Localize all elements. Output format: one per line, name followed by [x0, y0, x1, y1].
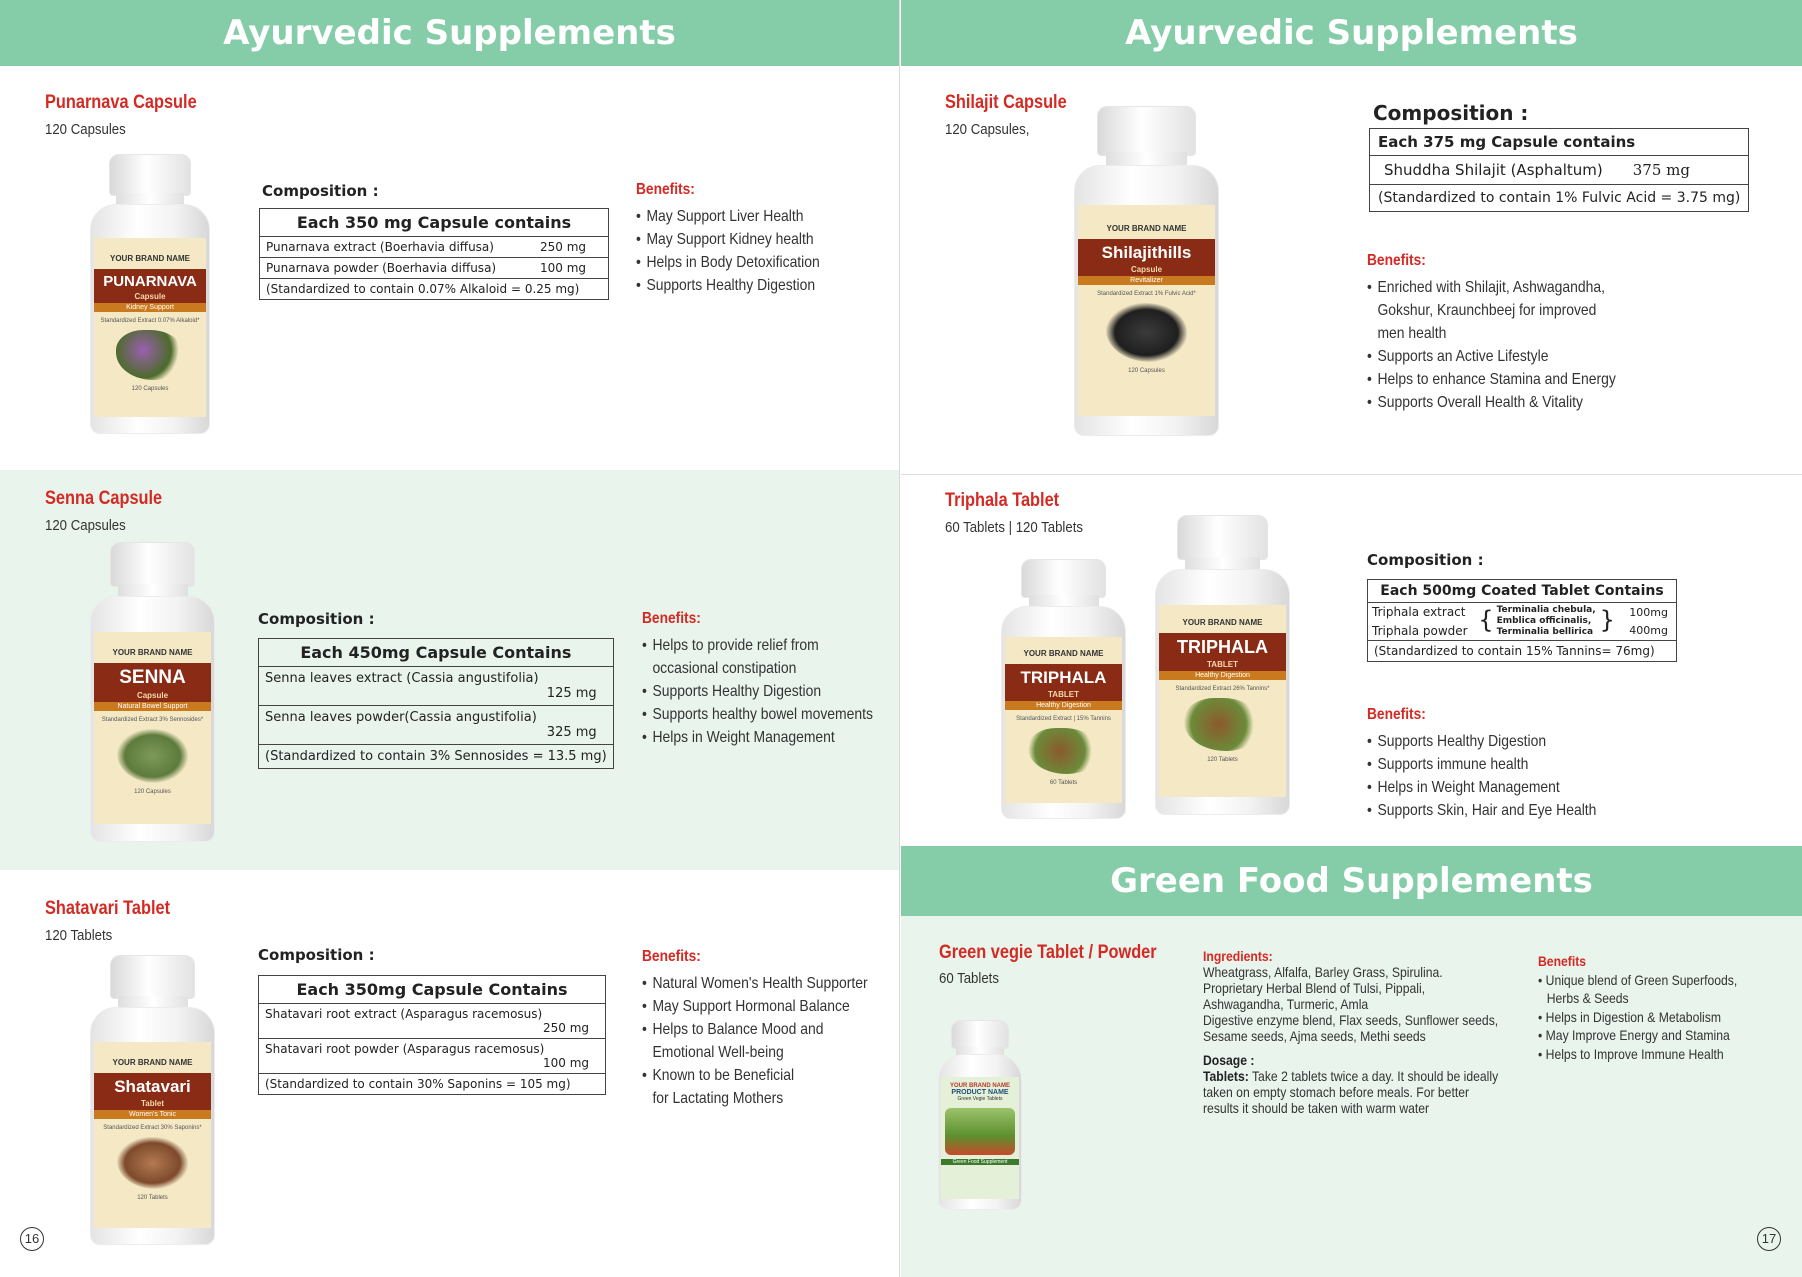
herb-image: [117, 729, 188, 783]
table-row-qty: 100mg: [1621, 603, 1677, 622]
composition-table: [258, 638, 614, 769]
benefit-item: • Unique blend of Green Superfoods,: [1538, 971, 1738, 988]
herb-list: { } Terminalia chebula, Emblica officinalis, Terminalia bellirica: [1472, 603, 1621, 641]
benefits: [1538, 952, 1747, 1063]
product-count: 120 Capsules,: [945, 121, 1030, 138]
product-count: 120 Capsules: [45, 517, 126, 534]
bottle-count: 120 Capsules: [1128, 368, 1165, 375]
bottle-std: Standardized Extract 0.07% Alkaloid*: [100, 317, 200, 324]
bottle-type: Capsule: [94, 691, 212, 702]
bottle-tag: Women's Tonic: [94, 1110, 212, 1119]
benefit-item: • Supports Healthy Digestion: [642, 683, 822, 700]
benefits-title: Benefits: [1538, 953, 1587, 969]
benefit-item: for Lactating Mothers: [652, 1090, 784, 1107]
product-count: 120 Capsules: [45, 121, 126, 138]
shilajit-image: [1106, 303, 1188, 362]
table-row: Shatavari root powder (Asparagus racemosus) 100 mg: [259, 1039, 606, 1074]
bottle-tag: Healthy Digestion: [1005, 701, 1123, 710]
page-number: 17: [1757, 1227, 1781, 1251]
bottle-type: TABLET: [1005, 690, 1123, 701]
bottle-brand: YOUR BRAND NAME: [950, 1083, 1010, 1090]
bottle-std: Standardized Extract 26% Tannins*: [1175, 685, 1270, 692]
product-count: 120 Tablets: [45, 927, 113, 944]
benefit-item: • May Support Liver Health: [636, 208, 804, 225]
table-head: Each 500mg Coated Tablet Contains: [1368, 580, 1677, 603]
table-row-qty: 400mg: [1621, 622, 1677, 641]
bottle-tag: Green Food Supplement: [941, 1159, 1020, 1165]
benefits: [1367, 252, 1653, 414]
benefit-item: • Helps to enhance Stamina and Energy: [1367, 371, 1616, 388]
benefit-item: • Known to be Beneficial: [642, 1067, 795, 1084]
bottle-count: 120 Capsules: [134, 789, 171, 796]
product-title: Triphala Tablet: [945, 490, 1060, 511]
composition-label: Composition :: [262, 182, 379, 200]
benefits-title: Benefits:: [636, 181, 695, 198]
green-banner: Green Food Supplements: [901, 846, 1802, 916]
table-row: Punarnava extract (Boerhavia diffusa) 250 mg: [260, 237, 609, 258]
benefits: [642, 610, 900, 749]
fruit-image: [1184, 698, 1260, 752]
bottle-brand: YOUR BRAND NAME: [112, 1058, 193, 1068]
composition-label: Composition :: [258, 946, 375, 964]
composition-label: Composition :: [1373, 101, 1529, 125]
bottle-name: SENNA: [94, 663, 212, 691]
benefit-item: • May Support Kidney health: [636, 231, 814, 248]
bottle-count: 60 Tablets: [1049, 780, 1078, 787]
table-row: Senna leaves powder(Cassia angustifolia) 325 mg: [259, 706, 614, 745]
product-triphala: [901, 474, 1802, 846]
product-title: Senna Capsule: [45, 488, 163, 509]
table-row-label: Triphala powder: [1368, 622, 1473, 641]
composition-table: [259, 208, 609, 300]
product-count: 60 Tablets | 120 Tablets: [945, 519, 1083, 536]
ingredient-line: Ashwagandha, Turmeric, Amla: [1203, 996, 1369, 1012]
table-standardized: (Standardized to contain 15% Tannins= 76mg): [1368, 641, 1677, 662]
bottle-name: PUNARNAVA: [94, 269, 207, 292]
table-head: Each 350mg Capsule Contains: [259, 976, 606, 1004]
benefit-item: occasional constipation: [652, 660, 797, 677]
composition-table: [1369, 128, 1749, 212]
table-standardized: (Standardized to contain 30% Saponins = 105 mg): [259, 1074, 606, 1095]
bottle-count: 120 Capsules: [131, 385, 169, 392]
composition-table: [1367, 579, 1677, 662]
table-row: Senna leaves extract (Cassia angustifolia) 125 mg: [259, 667, 614, 706]
fruit-image: [1028, 728, 1099, 775]
page-number: 16: [20, 1227, 44, 1251]
table-standardized: (Standardized to contain 1% Fulvic Acid = 3.75 mg): [1370, 185, 1749, 212]
bottle-brand: YOUR BRAND NAME: [1023, 648, 1104, 658]
left-page: [0, 0, 900, 1277]
benefit-item: Emotional Well-being: [652, 1044, 784, 1061]
bottle-type: Green Vegie Tablets: [957, 1096, 1003, 1103]
bottle-tag: Natural Bowel Support: [94, 702, 212, 711]
bottle-name: Shilajithills: [1078, 239, 1214, 265]
composition-label: Composition :: [258, 610, 375, 628]
benefits-title: Benefits:: [642, 610, 701, 627]
product-count: 60 Tablets: [939, 970, 999, 987]
bottle-name: Shatavari: [94, 1073, 212, 1099]
benefits: [1367, 706, 1631, 822]
ingredient-line: Sesame seeds, Ajma seeds, Methi seeds: [1203, 1028, 1426, 1044]
bottle-std: Standardized Extract 1% Fulvic Acid*: [1097, 291, 1196, 298]
herb-image: [116, 330, 184, 380]
vegetable-image: [945, 1108, 1014, 1154]
ingredient-line: Digestive enzyme blend, Flax seeds, Sunflower seeds,: [1203, 1012, 1499, 1028]
product-bottle: [90, 154, 210, 434]
product-title: Shilajit Capsule: [945, 92, 1067, 113]
herb-image: [117, 1137, 188, 1189]
benefits: [642, 948, 900, 1110]
benefit-item: Herbs & Seeds: [1546, 990, 1629, 1006]
product-punarnava: [0, 66, 899, 470]
bottle-count: 120 Tablets: [1207, 757, 1238, 764]
bottle-brand: YOUR BRAND NAME: [110, 253, 190, 263]
bottle-std: Standardized Extract 3% Sennosides*: [101, 717, 204, 724]
ingredient-line: Wheatgrass, Alfalfa, Barley Grass, Spirulina.: [1203, 964, 1443, 980]
benefit-item: • Supports immune health: [1367, 756, 1529, 773]
product-shatavari: [0, 870, 899, 1277]
benefit-item: • Supports Healthy Digestion: [636, 277, 816, 294]
table-row: Punarnava powder (Boerhavia diffusa) 100 mg: [260, 258, 609, 279]
bottle-type: TABLET: [1159, 660, 1286, 671]
product-shilajit: [901, 66, 1802, 474]
bottle-brand: YOUR BRAND NAME: [1106, 224, 1187, 234]
benefits-title: Benefits:: [1367, 252, 1426, 269]
benefit-item: • Helps to provide relief from: [642, 637, 819, 654]
product-title: Green vegie Tablet / Powder: [939, 942, 1157, 963]
product-bottle: [938, 1020, 1022, 1210]
benefit-item: • Helps in Body Detoxification: [636, 254, 820, 271]
bottle-tag: Healthy Digestion: [1159, 671, 1286, 680]
table-head: Each 375 mg Capsule contains: [1370, 129, 1749, 156]
composition-label: Composition :: [1367, 551, 1484, 569]
bottle-name: PRODUCT NAME: [951, 1089, 1009, 1097]
benefit-item: • Helps in Weight Management: [642, 729, 835, 746]
product-bottle-large: [1155, 515, 1290, 815]
dosage-title: Dosage :: [1203, 1052, 1255, 1068]
table-row-label: Triphala extract: [1368, 603, 1473, 622]
benefits-title: Benefits:: [642, 948, 701, 965]
bottle-tag: Revitalizer: [1078, 276, 1214, 285]
table-row: Shuddha Shilajit (Asphaltum) 375 mg: [1370, 156, 1749, 185]
benefit-item: • Natural Women's Health Supporter: [642, 975, 868, 992]
bottle-tag: Kidney Support: [94, 303, 207, 312]
benefit-item: • Supports healthy bowel movements: [642, 706, 873, 723]
bottle-std: Standardized Extract 30% Saponins*: [103, 1125, 202, 1132]
bottle-type: Tablet: [94, 1099, 212, 1110]
composition-table: [258, 975, 606, 1095]
dosage-line: results it should be taken with warm water: [1203, 1100, 1430, 1116]
right-banner: Ayurvedic Supplements: [901, 0, 1802, 66]
benefit-item: Gokshur, Kraunchbeej for improved: [1377, 302, 1597, 319]
benefit-item: • Enriched with Shilajit, Ashwagandha,: [1367, 279, 1605, 296]
table-standardized: (Standardized to contain 3% Sennosides = 13.5 mg): [259, 745, 614, 769]
benefit-item: men health: [1377, 325, 1447, 342]
benefit-item: • Supports Skin, Hair and Eye Health: [1367, 802, 1597, 819]
benefit-item: • May Improve Energy and Stamina: [1538, 1027, 1730, 1043]
bottle-brand: YOUR BRAND NAME: [1182, 617, 1263, 627]
product-green-vegie: [901, 916, 1802, 1277]
bottle-std: Standardized Extract | 15% Tannins: [1016, 715, 1111, 722]
dosage-line: taken on empty stomach before meals. For better: [1203, 1084, 1470, 1100]
benefit-item: • Helps in Weight Management: [1367, 779, 1560, 796]
benefit-item: • May Support Hormonal Balance: [642, 998, 850, 1015]
benefits-title: Benefits:: [1367, 706, 1426, 723]
ingredients: [1203, 948, 1499, 1116]
table-standardized: (Standardized to contain 0.07% Alkaloid = 0.25 mg): [260, 279, 609, 300]
benefit-item: • Helps in Digestion & Metabolism: [1538, 1008, 1721, 1025]
dosage-line: Tablets: Take 2 tablets twice a day. It should be ideally: [1203, 1068, 1499, 1084]
benefit-item: • Supports Healthy Digestion: [1367, 733, 1547, 750]
product-senna: [0, 470, 899, 870]
benefit-item: • Helps to Balance Mood and: [642, 1021, 824, 1038]
benefit-item: • Supports an Active Lifestyle: [1367, 348, 1549, 365]
bottle-type: Capsule: [94, 292, 207, 303]
bottle-count: 120 Tablets: [137, 1195, 168, 1202]
product-bottle: [90, 955, 215, 1245]
ingredient-line: Proprietary Herbal Blend of Tulsi, Pippali,: [1203, 980, 1426, 996]
right-page: [901, 0, 1802, 1277]
benefit-item: • Helps to Improve Immune Health: [1538, 1045, 1724, 1062]
product-title: Shatavari Tablet: [45, 898, 171, 919]
left-banner: Ayurvedic Supplements: [0, 0, 899, 66]
bottle-brand: YOUR BRAND NAME: [112, 648, 193, 658]
ingredients-title: Ingredients:: [1203, 948, 1273, 964]
table-head: Each 450mg Capsule Contains: [259, 639, 614, 667]
product-bottle: [90, 542, 215, 842]
product-bottle: [1074, 106, 1219, 436]
bottle-name: TRIPHALA: [1005, 664, 1123, 690]
bottle-name: TRIPHALA: [1159, 633, 1286, 660]
bottle-type: Capsule: [1078, 265, 1214, 276]
table-row: Shatavari root extract (Asparagus racemosus) 250 mg: [259, 1004, 606, 1039]
benefits: [636, 181, 847, 297]
product-bottle-small: [1001, 559, 1126, 819]
product-title: Punarnava Capsule: [45, 92, 197, 113]
table-head: Each 350 mg Capsule contains: [260, 209, 609, 237]
benefit-item: • Supports Overall Health & Vitality: [1367, 394, 1583, 411]
